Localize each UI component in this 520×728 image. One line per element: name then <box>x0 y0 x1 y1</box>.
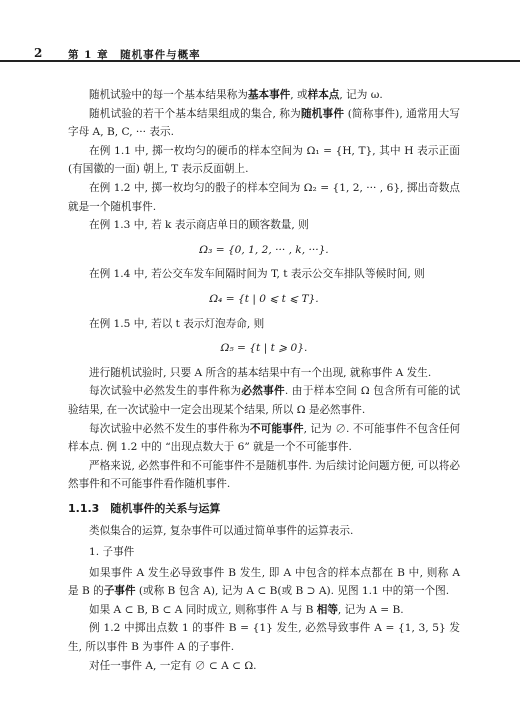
paragraph-set-operations: 类似集合的运算, 复杂事件可以通过简单事件的运算表示. <box>89 525 354 538</box>
subheading-subevent: 1. 子事件 <box>89 546 135 559</box>
page-number: 2 <box>34 46 43 60</box>
paragraph-example-1-5: 在例 1.5 中, 若以 t 表示灯泡寿命, 则 <box>89 317 265 330</box>
paragraph-strictly-speaking: 严格来说, 必然事件和不可能事件不是随机事件. 为后续讨论问题方便, 可以将必然事件和不可能事件看作随机事件. <box>68 459 460 491</box>
paragraph-example-1-1: 在例 1.1 中, 掷一枚均匀的硬币的样本空间为 Ω₁ = {H, T}, 其中 H 表示正面 (有国徽的一面) 朝上, T 表示反面朝上. <box>68 144 460 176</box>
paragraph-random-event: 随机试验的若干个基本结果组成的集合, 称为随机事件 (简称事件), 通常用大写字母 A, B, C, ··· 表示. <box>68 107 461 139</box>
paragraph-example-1-4: 在例 1.4 中, 若公交车发车间隔时间为 T, t 表示公交车排队等候时间, 则 <box>89 268 425 281</box>
running-title: 第 1 章 随机事件与概率 <box>68 49 201 61</box>
equation-omega-4: Ω₄ = {t | 0 ⩽ t ⩽ T}. <box>209 292 319 305</box>
section-heading: 1.1.3 随机事件的关系与运算 <box>68 501 221 515</box>
paragraph-equality: 如果 A ⊂ B, B ⊂ A 同时成立, 则称事件 A 与 B 相等, 记为 A = B. <box>89 603 404 616</box>
paragraph-subevent-definition: 如果事件 A 发生必导致事件 B 发生, 即 A 中包含的样本点都在 B 中, 则称 A 是 B 的子事件 (或称 B 包含 A), 记为 A ⊂ B(或 B ⊃ A). 见图 1.1 中的第一个图. <box>68 566 460 598</box>
paragraph-impossible-event: 每次试验中必然不发生的事件称为不可能事件, 记为 ∅. 不可能事件不包含任何样本点. 例 1.2 中的 “出现点数大于 6” 就是一个不可能事件. <box>68 422 460 454</box>
paragraph-event-occurs: 进行随机试验时, 只要 A 所含的基本结果中有一个出现, 就称事件 A 发生. <box>89 366 432 379</box>
page-body <box>68 86 460 675</box>
paragraph-example-1-3: 在例 1.3 中, 若 k 表示商店单日的顾客数量, 则 <box>89 219 309 232</box>
paragraph-certain-event: 每次试验中必然发生的事件称为必然事件. 由于样本空间 Ω 包含所有可能的试验结果, 在一次试验中一定会出现某个结果, 所以 Ω 是必然事件. <box>68 385 461 416</box>
paragraph-example-subevent: 例 1.2 中掷出点数 1 的事件 B = {1} 发生, 必然导致事件 A = {1, 3, 5} 发生, 所以事件 B 为事件 A 的子事件. <box>68 622 460 654</box>
paragraph-any-event: 对任一事件 A, 一定有 ∅ ⊂ A ⊂ Ω. <box>89 659 257 672</box>
paragraph-basic-event: 随机试验中的每一个基本结果称为基本事件, 或样本点, 记为 ω. <box>89 89 383 101</box>
equation-omega-5: Ω₅ = {t | t ⩾ 0}. <box>220 342 308 355</box>
paragraph-example-1-2: 在例 1.2 中, 掷一枚均匀的骰子的样本空间为 Ω₂ = {1, 2, ··· , 6}, 掷出奇数点就是一个随机事件. <box>68 181 460 213</box>
equation-omega-3: Ω₃ = {0, 1, 2, ··· , k, ···}. <box>199 243 329 256</box>
